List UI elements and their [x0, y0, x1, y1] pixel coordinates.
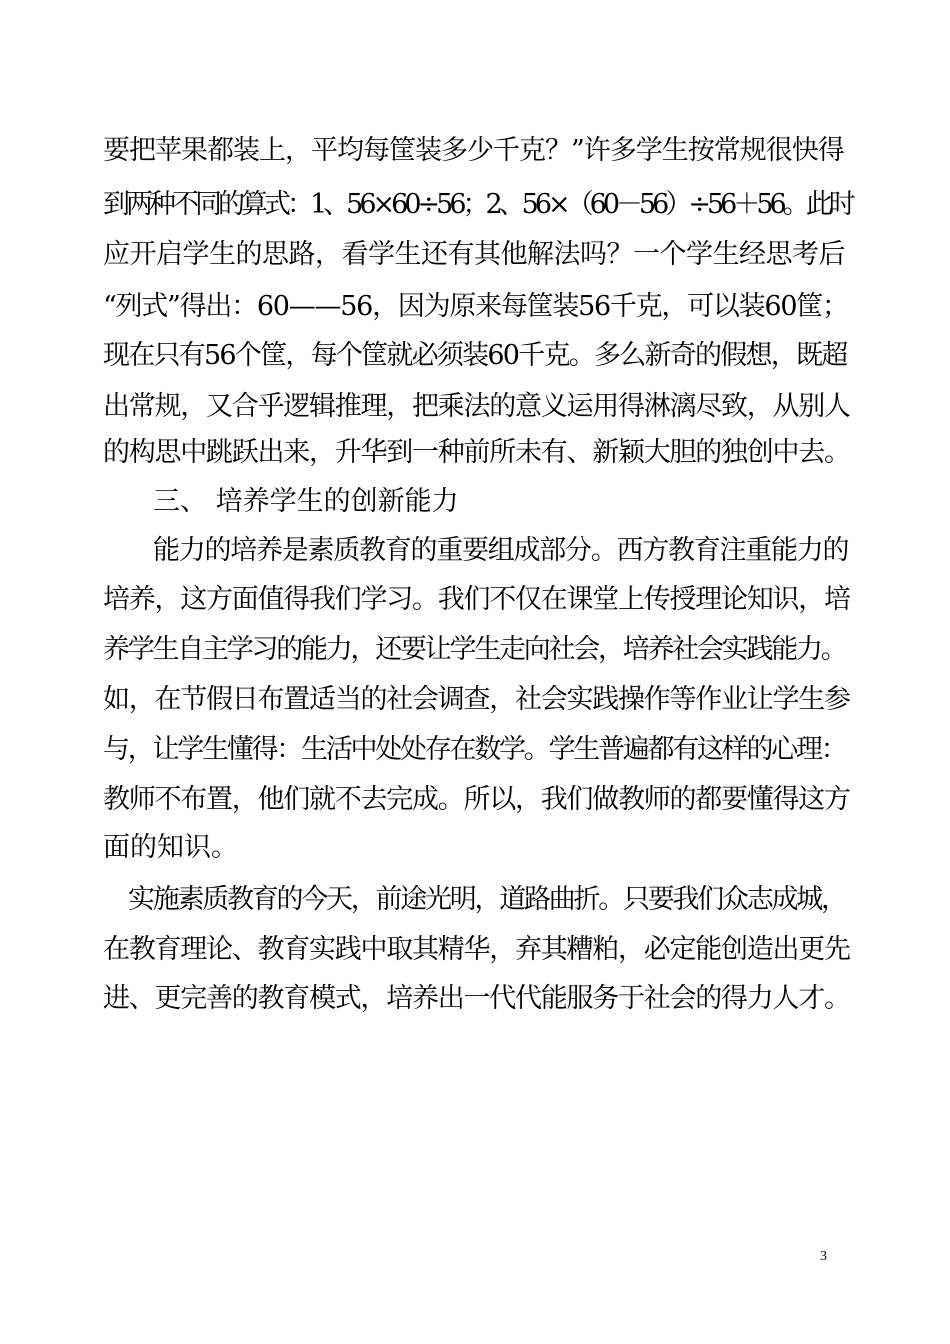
- text-line: 实施素质教育的今天，前途光明，道路曲折。只要我们众志成城，: [128, 884, 846, 915]
- text-line: 养学生自主学习的能力，还要让学生走向社会，培养社会实践能力。: [103, 634, 846, 665]
- text-line: 要把苹果都装上，平均每筐装多少千克？”许多学生按常规很快得: [103, 135, 844, 166]
- text-line: 到两种不同的算式：1、56×60÷56；2、56×（60－56）÷56＋56。此时: [103, 189, 852, 220]
- text-line: 的构思中跳跃出来，升华到一种前所未有、新颖大胆的独创中去。: [103, 437, 850, 468]
- text-line: 出常规，又合乎逻辑推理，把乘法的意义运用得淋漓尽致，从别人: [103, 391, 850, 422]
- section-heading: 三、 培养学生的创新能力: [153, 486, 459, 517]
- text-line: 培养，这方面值得我们学习。我们不仅在课堂上传授理论知识，培: [103, 584, 850, 615]
- text-line: “列式”得出：60——56，因为原来每筐装56千克，可以装60筐；: [103, 291, 848, 322]
- text-line: 应开启学生的思路，看学生还有其他解法吗？一个学生经思考后: [103, 239, 845, 270]
- text-line: 能力的培养是素质教育的重要组成部分。西方教育注重能力的: [153, 535, 849, 566]
- text-line: 现在只有56个筐，每个筐就必须装60千克。多么新奇的假想，既超: [103, 340, 847, 371]
- text-line: 在教育理论、教育实践中取其精华，弃其糟粕，必定能创造出更先: [103, 934, 850, 965]
- text-line: 面的知识。: [103, 832, 238, 863]
- text-line: 进、更完善的教育模式，培养出一代代能服务于社会的得力人才。: [103, 983, 850, 1014]
- text-line: 如，在节假日布置适当的社会调查，社会实践操作等作业让学生参: [103, 684, 850, 715]
- page-number: 3: [820, 1249, 827, 1264]
- text-line: 与，让学生懂得：生活中处处存在数学。学生普遍都有这样的心理：: [103, 734, 846, 765]
- text-line: 教师不布置，他们就不去完成。所以，我们做教师的都要懂得这方: [103, 784, 850, 815]
